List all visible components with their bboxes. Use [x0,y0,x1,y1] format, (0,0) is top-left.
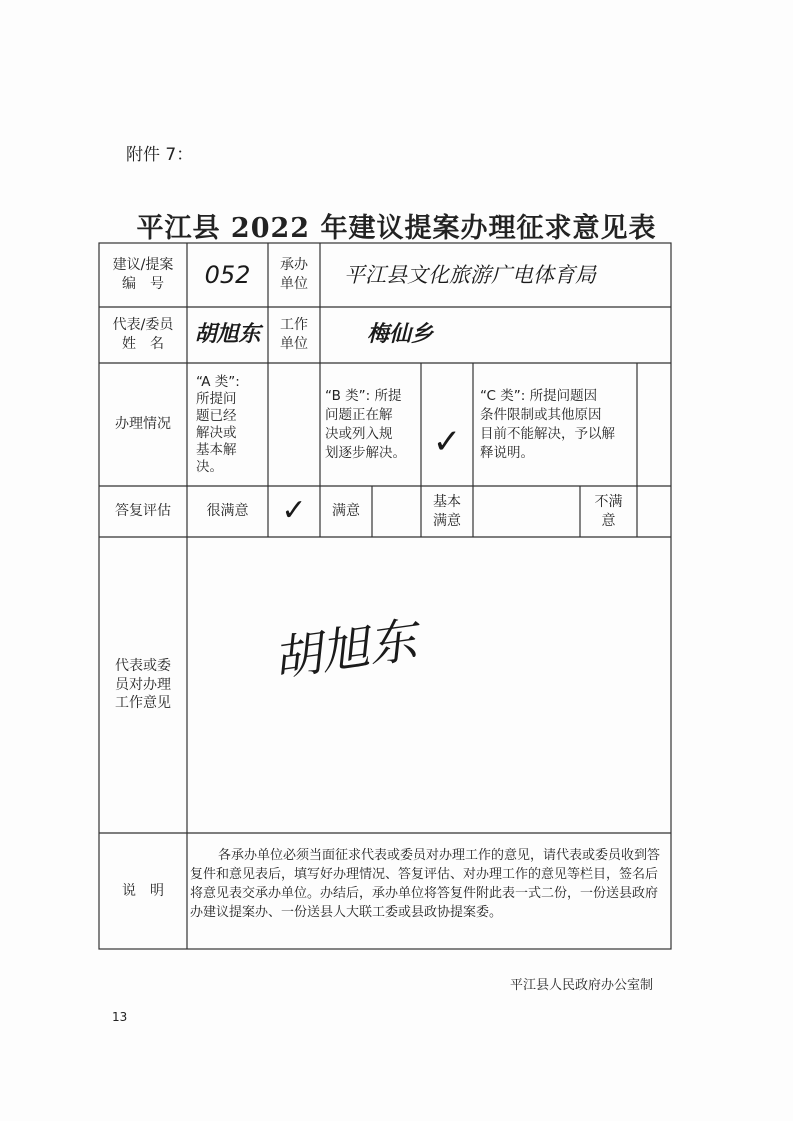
category-b-text: “B 类”: 所提 问题正在解 决或列入规 划逐步解决。 [325,387,406,461]
reply-evaluation-label: 答复评估 [115,503,171,520]
handling-org-value: 平江县文化旅游广电体育局 [344,262,596,287]
category-b-checkmark: ✓ [432,422,462,463]
proposal-number-value: 052 [204,260,251,289]
instructions-label: 说 明 [122,882,164,899]
not-satisfied-label: 不满 意 [594,493,623,529]
instructions-text: 各承办单位必须当面征求代表或委员对办理工作的意见，请代表或委员收到答复件和意见表后，填写好办理情况、答复评估、对办理工作的意见等栏目，签名后将意见表交承办单位。办结后，承办单位将答复件附此表一式二份，一份送县政府办建议提案办、一份送县人大联工委或县政协提案委。 [190,848,661,920]
form-title: 平江县 2022 年建议提案办理征求意见表 [136,213,657,244]
opinion-label: 代表或委 员对办理 工作意见 [115,657,171,712]
handling-status-label: 办理情况 [115,416,171,433]
category-c-text: “C 类”: 所提问题因 条件限制或其他原因 目前不能解决，予以解 释说明。 [480,387,615,461]
category-a-text: “A 类”: 所提问 题已经 解决或 基本解 决。 [196,373,240,475]
representative-signature: 胡旭东 [269,611,421,688]
attachment-label: 附件 7： [126,145,194,165]
very-satisfied-checkmark: ✓ [281,493,307,529]
work-unit-value: 梅仙乡 [366,322,433,348]
footer-issuer: 平江县人民政府办公室制 [509,978,653,993]
proposal-number-label: 建议/提案 编 号 [112,257,174,292]
representative-name-value: 胡旭东 [194,322,261,348]
page-number: 13 [112,1010,128,1024]
representative-name-label: 代表/委员 姓 名 [112,317,174,352]
work-unit-label: 工作 单位 [280,317,308,352]
handling-org-label: 承办 单位 [280,257,308,292]
basically-satisfied-label: 基本 满意 [433,493,461,529]
very-satisfied-label: 很满意 [206,503,249,520]
satisfied-label: 满意 [332,503,360,520]
